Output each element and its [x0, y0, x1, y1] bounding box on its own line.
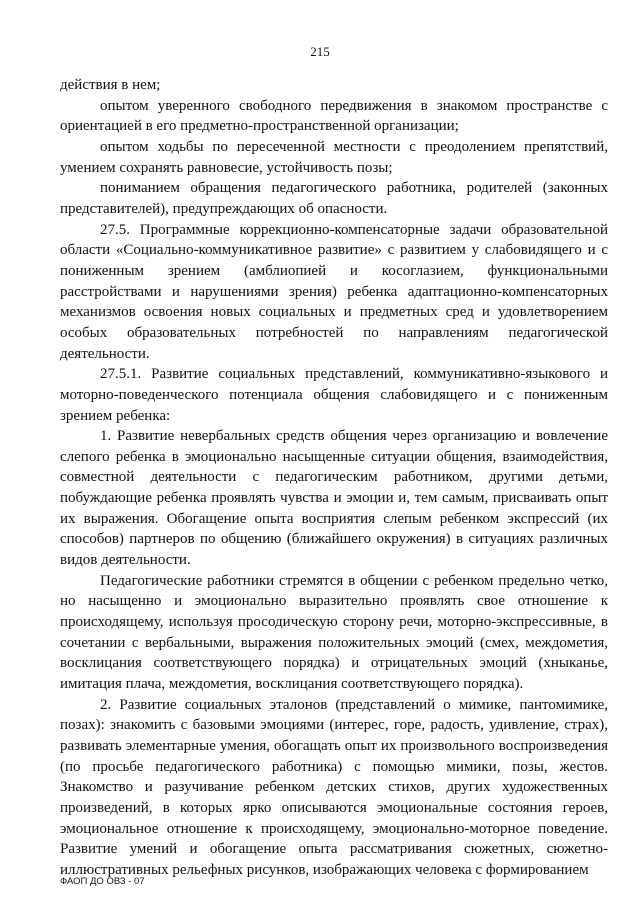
paragraph: действия в нем; — [60, 77, 161, 93]
paragraph: 27.5.1. Развитие социальных представлений, коммуникативно-языкового и моторно-поведенческого потенциала общения слабовидящего и с пониженным зрением ребенка: — [60, 366, 608, 424]
body-text — [60, 75, 608, 881]
paragraph: опытом ходьбы по пересеченной местности с преодолением препятствий, умением сохранять равновесие, устойчивость позы; — [60, 138, 608, 176]
paragraph: 27.5. Программные коррекционно-компенсаторные задачи образовательной области «Социально-коммуникативное развитие» с развитием у слабовидящего и с пониженным зрением (амблиопией и косоглазием, функциональными расстройствами и нарушениями зрения) ребенка адаптационно-компенсаторных механизмов освоения новых социальных и предметных сред и удовлетворением особых образовательных потребностей по направлениям педагогической деятельности. — [60, 221, 608, 362]
paragraph: пониманием обращения педагогического работника, родителей (законных представителей), предупреждающих об опасности. — [60, 180, 608, 217]
paragraph: опытом уверенного свободного передвижения в знакомом пространстве с ориентацией в его предметно-пространственной организации; — [60, 97, 608, 135]
page-number: 215 — [310, 44, 330, 59]
paragraph: Педагогические работники стремятся в общении с ребенком предельно четко, но насыщенно и эмоционально выразительно проявлять свое отношение к происходящему, используя просодическую сторону речи, моторно-экспрессивные, в сочетании с вербальными, выражения положительных эмоций (смех, междометия, восклицания соответствующего порядка) и отрицательных эмоций (хныканье, имитация плача, междометия, восклицания соответствующего порядка). — [60, 572, 608, 693]
paragraph: 2. Развитие социальных эталонов (представлений о мимике, пантомимике, позах): знакомить с базовыми эмоциями (интерес, горе, радость, удивление, страх), развивать элементарные умения, обогащать опыт их произвольного воспроизведения (по просьбе педагогического работника) с помощью мимики, позы, жестов. Знакомство и разучивание ребенком детских стихов, других художественных произведений, в которых ярко описываются эмоциональные состояния героев, эмоциональное отношение к происходящему, эмоционально-моторное поведение. Развитие умений и обогащение опыта рассматривания сюжетных, сюжетно-иллюстративных рельефных рисунков, изображающих человека с формированием — [60, 696, 608, 878]
paragraph: 1. Развитие невербальных средств общения через организацию и вовлечение слепого ребенка в эмоционально насыщенные ситуации общения, взаимодействия, совместной деятельности с педагогическим работником, другими детьми, побуждающие ребенка проявлять чувства и эмоции и, тем самым, присваивать опыт их выражения. Обогащение опыта восприятия слепым ребенком экспрессий (их способов) партнеров по общению (ближайшего окружения) в ситуациях различных видов деятельности. — [60, 428, 608, 569]
document-code-footer: ФАОП ДО ОВЗ - 07 — [60, 876, 145, 887]
